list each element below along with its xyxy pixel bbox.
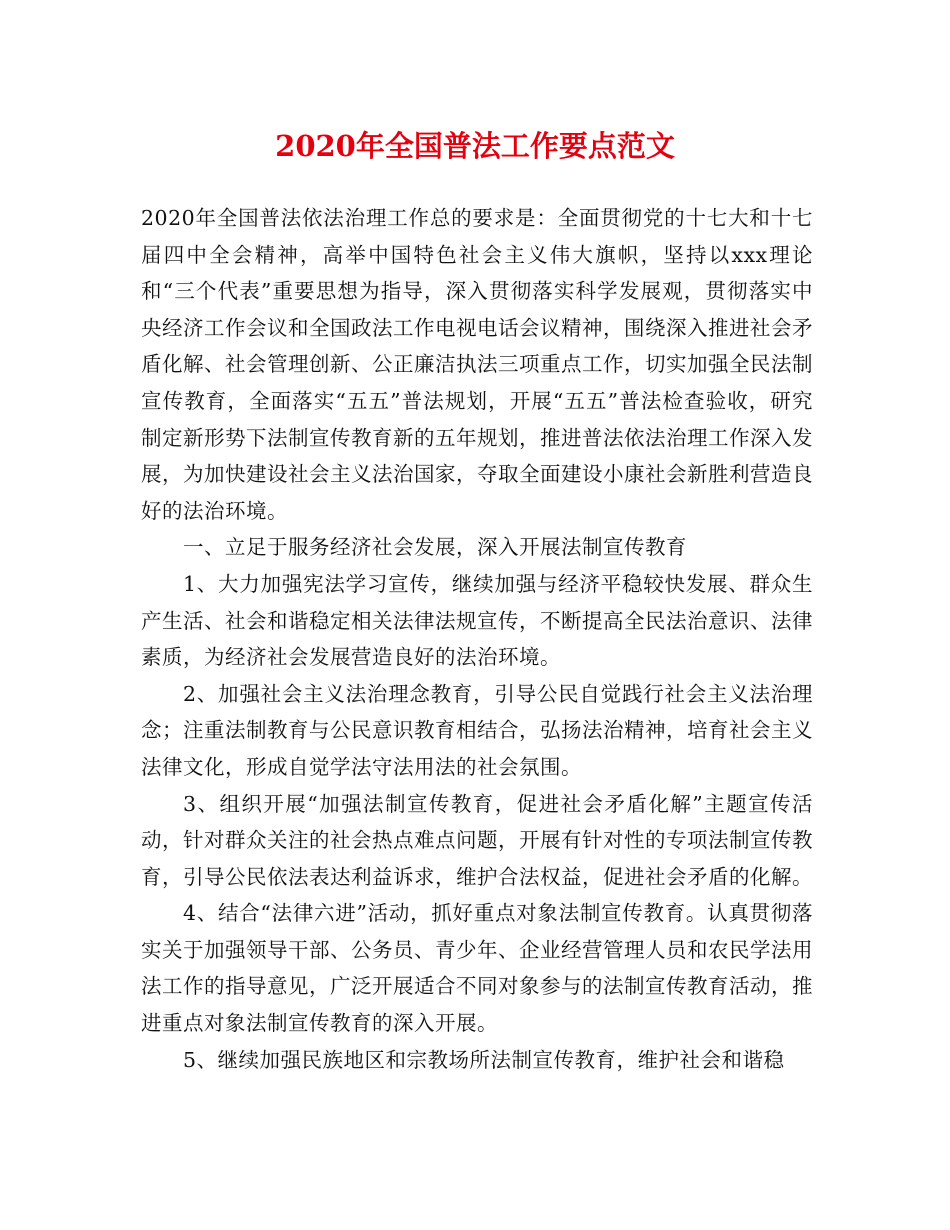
list-item: 2、加强社会主义法治理念教育，引导公民自觉践行社会主义法治理念；注重法制教育与公民意识教育相结合，弘扬法治精神，培育社会主义法律文化，形成自觉学法守法用法的社会氛围。 xyxy=(141,681,813,779)
document-title: 2020年全国普法工作要点范文 xyxy=(275,129,675,163)
document-body xyxy=(141,200,813,1078)
intro-paragraph: 2020年全国普法依法治理工作总的要求是：全面贯彻党的十七大和十七届四中全会精神，高举中国特色社会主义伟大旗帜，坚持以xxx理论和“三个代表”重要思想为指导，深入贯彻落实科学发展观，贯彻落实中央经济工作会议和全国政法工作电视电话会议精神，围绕深入推进社会矛盾化解、社会管理创新、公正廉洁执法三项重点工作，切实加强全民法制宣传教育，全面落实“五五”普法规划，开展“五五”普法检查验收，研究制定新形势下法制宣传教育新的五年规划，推进普法依法治理工作深入发展，为加快建设社会主义法治国家，夺取全面建设小康社会新胜利营造良好的法治环境。 xyxy=(141,206,813,523)
list-item: 5、继续加强民族地区和宗教场所法制宣传教育，维护社会和谐稳 xyxy=(183,1047,785,1072)
list-item: 1、大力加强宪法学习宣传，继续加强与经济平稳较快发展、群众生产生活、社会和谐稳定相关法律法规宣传，不断提高全民法治意识、法律素质，为经济社会发展营造良好的法治环境。 xyxy=(141,571,813,670)
list-item: 3、组织开展“加强法制宣传教育，促进社会矛盾化解”主题宣传活动，针对群众关注的社会热点难点问题，开展有针对性的专项法制宣传教育，引导公民依法表达利益诉求，维护合法权益，促进社会矛盾的化解。 xyxy=(141,791,813,889)
list-item: 4、结合“法律六进”活动，抓好重点对象法制宣传教育。认真贯彻落实关于加强领导干部、公务员、青少年、企业经营管理人员和农民学法用法工作的指导意见，广泛开展适合不同对象参与的法制宣传教育活动，推进重点对象法制宣传教育的深入开展。 xyxy=(141,901,813,1036)
section-heading: 一、立足于服务经济社会发展，深入开展法制宣传教育 xyxy=(183,535,687,560)
